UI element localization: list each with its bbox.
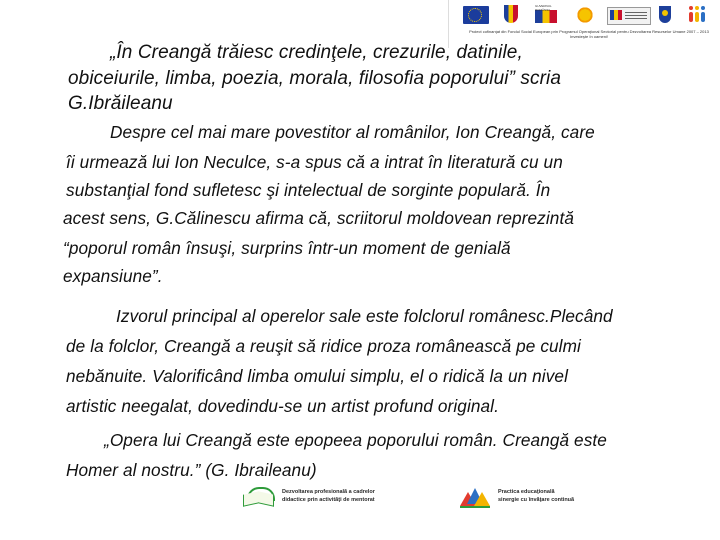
runners-logo-icon bbox=[683, 4, 711, 26]
fse-instrumente-structurale-icon bbox=[607, 4, 651, 26]
mentoring-logo-line1: Dezvoltarea profesională a cadrelor bbox=[282, 489, 375, 495]
paragraph1-line4: acest sens, G.Călinescu afirma că, scriitorul moldovean reprezintă bbox=[63, 208, 574, 228]
banner-caption bbox=[461, 29, 717, 39]
banner-caption-line1: Proiect cofinanţat din Fondul Social European prin Programul Operaţional Sectorial pentru Dezvoltarea Resurselor Umane 2007 – 2013 bbox=[469, 29, 709, 34]
closing-quote-line1: „Opera lui Creangă este epopeea poporului român. Creangă este bbox=[104, 430, 607, 450]
practice-logo-line1: Practica educaţională bbox=[498, 489, 555, 495]
paragraph1-line2: îi urmează lui Ion Neculce, s-a spus că a intrat în literatură cu un bbox=[66, 152, 563, 172]
romania-flag-icon bbox=[535, 4, 561, 26]
educational-practice-logo bbox=[460, 485, 620, 509]
banner-caption-line2: Investeşte în oameni! bbox=[569, 34, 609, 39]
flag-label: GUVERNUL ROMÂNIEI bbox=[535, 4, 552, 12]
paragraph2-line4: artistic neegalat, dovedindu-se un artist profund original. bbox=[66, 396, 499, 416]
mentoring-project-logo bbox=[242, 485, 412, 509]
quote-heading-line2: obiceiurile, limba, poezia, morala, filosofia poporului” scria bbox=[68, 68, 562, 89]
paragraph1-line6: expansiune”. bbox=[63, 266, 163, 286]
paragraph2-line1: Izvorul principal al operelor sale este folclorul românesc.Plecând bbox=[116, 306, 613, 326]
quote-heading-line1: „În Creangă trăiesc credinţele, crezurile, datinile, bbox=[110, 42, 523, 63]
open-book-icon bbox=[242, 487, 276, 507]
paragraph1-line5: “poporul român însuşi, surprins într-un moment de genială bbox=[63, 238, 511, 258]
sun-logo-icon bbox=[571, 4, 599, 26]
paragraph2-line3: nebănuite. Valorificând limba omului simplu, el o ridică la un nivel bbox=[66, 366, 568, 386]
paragraph2-line2: de la folclor, Creangă a reuşit să ridice proza românească pe culmi bbox=[66, 336, 581, 356]
mentoring-logo-line2: didactice prin activităţi de mentorat bbox=[282, 497, 375, 503]
paragraph1-line3: substanţial fond sufletesc şi intelectual de sorginte populară. În bbox=[66, 180, 551, 200]
quote-heading-line3: G.Ibrăileanu bbox=[68, 93, 173, 114]
practice-logo-line2: sinergie cu învăţare continuă bbox=[498, 497, 575, 503]
paragraph1-line1: Despre cel mai mare povestitor al românilor, Ion Creangă, care bbox=[110, 122, 595, 142]
ministry-education-icon bbox=[657, 4, 673, 26]
romanian-government-icon bbox=[501, 4, 521, 26]
sponsor-logo-banner bbox=[448, 0, 719, 48]
colored-triangles-icon bbox=[460, 486, 490, 508]
eu-flag-icon bbox=[463, 6, 489, 24]
closing-quote-line2: Homer al nostru.” (G. Ibraileanu) bbox=[66, 460, 317, 480]
